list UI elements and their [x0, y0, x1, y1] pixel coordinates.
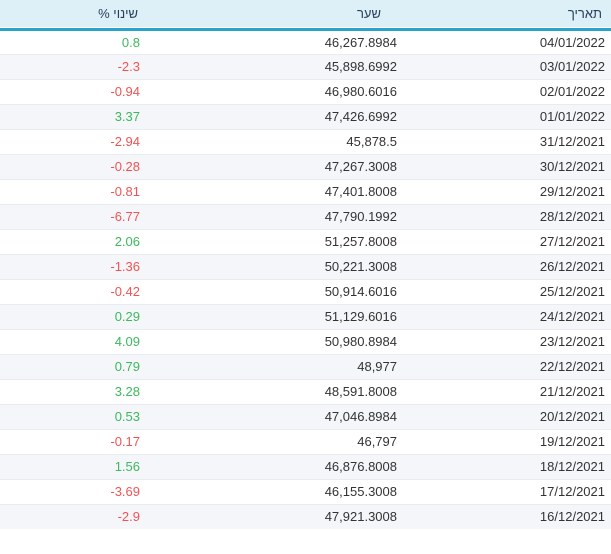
- change-cell: 3.37: [0, 104, 150, 129]
- rate-cell: 46,980.6016: [150, 79, 407, 104]
- table-header: [0, 0, 611, 29]
- table-row: [0, 54, 611, 79]
- rate-cell: 47,046.8984: [150, 404, 407, 429]
- table-row: [0, 204, 611, 229]
- table-row: [0, 279, 611, 304]
- table-row: [0, 154, 611, 179]
- rate-cell: 50,980.8984: [150, 329, 407, 354]
- header-row: [0, 0, 611, 29]
- table-row: [0, 504, 611, 529]
- change-cell: -2.9: [0, 504, 150, 529]
- change-cell: 2.06: [0, 229, 150, 254]
- rate-cell: 47,401.8008: [150, 179, 407, 204]
- date-cell: 23/12/2021: [407, 329, 611, 354]
- column-header-change: שינוי %: [0, 0, 150, 29]
- date-cell: 28/12/2021: [407, 204, 611, 229]
- rate-cell: 47,267.3008: [150, 154, 407, 179]
- rate-cell: 47,790.1992: [150, 204, 407, 229]
- date-cell: 16/12/2021: [407, 504, 611, 529]
- change-cell: -0.81: [0, 179, 150, 204]
- rate-cell: 45,898.6992: [150, 54, 407, 79]
- change-cell: -3.69: [0, 479, 150, 504]
- change-cell: -0.17: [0, 429, 150, 454]
- rate-cell: 48,977: [150, 354, 407, 379]
- rate-cell: 45,878.5: [150, 129, 407, 154]
- table-row: [0, 429, 611, 454]
- column-header-rate: שער: [150, 0, 407, 29]
- change-cell: -2.3: [0, 54, 150, 79]
- rate-cell: 50,221.3008: [150, 254, 407, 279]
- rate-cell: 46,267.8984: [150, 29, 407, 54]
- table-row: [0, 329, 611, 354]
- date-cell: 30/12/2021: [407, 154, 611, 179]
- date-cell: 29/12/2021: [407, 179, 611, 204]
- date-cell: 17/12/2021: [407, 479, 611, 504]
- change-cell: -1.36: [0, 254, 150, 279]
- table-row: [0, 479, 611, 504]
- change-cell: -0.42: [0, 279, 150, 304]
- change-cell: 0.79: [0, 354, 150, 379]
- column-header-date: תאריך: [407, 0, 611, 29]
- rate-cell: 46,155.3008: [150, 479, 407, 504]
- table-row: [0, 254, 611, 279]
- date-cell: 24/12/2021: [407, 304, 611, 329]
- change-cell: -0.28: [0, 154, 150, 179]
- rate-cell: 51,129.6016: [150, 304, 407, 329]
- table-row: [0, 29, 611, 54]
- table-row: [0, 454, 611, 479]
- date-cell: 18/12/2021: [407, 454, 611, 479]
- table-row: [0, 354, 611, 379]
- table-row: [0, 229, 611, 254]
- rate-cell: 48,591.8008: [150, 379, 407, 404]
- rate-cell: 47,921.3008: [150, 504, 407, 529]
- rate-cell: 51,257.8008: [150, 229, 407, 254]
- date-cell: 21/12/2021: [407, 379, 611, 404]
- table-row: [0, 379, 611, 404]
- rate-cell: 50,914.6016: [150, 279, 407, 304]
- table-row: [0, 79, 611, 104]
- date-cell: 19/12/2021: [407, 429, 611, 454]
- date-cell: 27/12/2021: [407, 229, 611, 254]
- change-cell: 3.28: [0, 379, 150, 404]
- date-cell: 26/12/2021: [407, 254, 611, 279]
- change-cell: 0.53: [0, 404, 150, 429]
- date-cell: 22/12/2021: [407, 354, 611, 379]
- rate-cell: 47,426.6992: [150, 104, 407, 129]
- change-cell: 0.29: [0, 304, 150, 329]
- date-cell: 04/01/2022: [407, 29, 611, 54]
- date-cell: 31/12/2021: [407, 129, 611, 154]
- table-body: [0, 29, 611, 529]
- change-cell: -2.94: [0, 129, 150, 154]
- date-cell: 20/12/2021: [407, 404, 611, 429]
- date-cell: 01/01/2022: [407, 104, 611, 129]
- table-row: [0, 129, 611, 154]
- change-cell: 0.8: [0, 29, 150, 54]
- table-row: [0, 179, 611, 204]
- table-row: [0, 304, 611, 329]
- change-cell: 4.09: [0, 329, 150, 354]
- change-cell: -6.77: [0, 204, 150, 229]
- table-row: [0, 404, 611, 429]
- date-cell: 25/12/2021: [407, 279, 611, 304]
- change-cell: 1.56: [0, 454, 150, 479]
- date-cell: 02/01/2022: [407, 79, 611, 104]
- table-row: [0, 104, 611, 129]
- rate-cell: 46,876.8008: [150, 454, 407, 479]
- change-cell: -0.94: [0, 79, 150, 104]
- date-cell: 03/01/2022: [407, 54, 611, 79]
- rate-cell: 46,797: [150, 429, 407, 454]
